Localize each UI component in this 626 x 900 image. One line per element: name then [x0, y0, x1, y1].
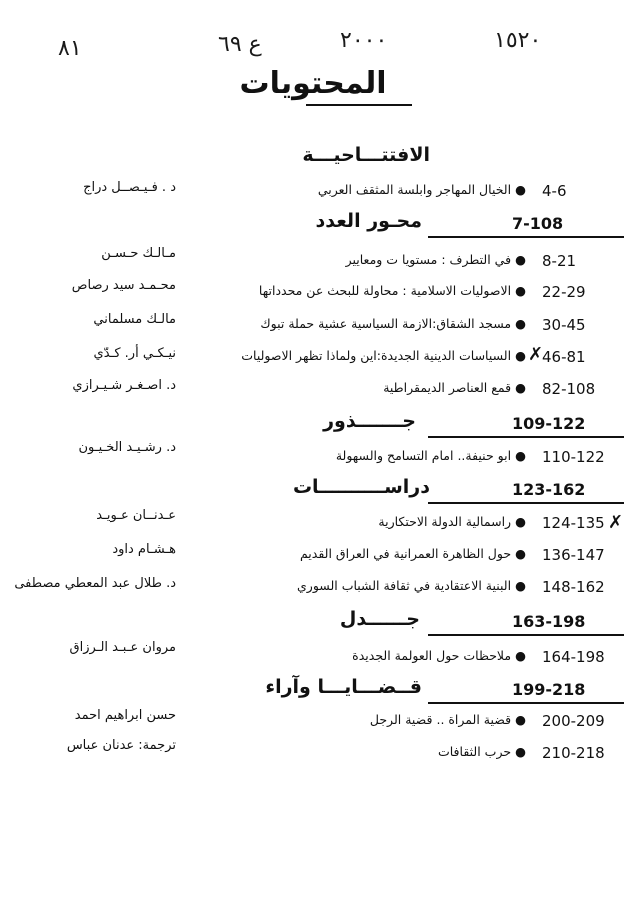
item-title: ملاحظات حول العولمة الجديدة	[352, 648, 512, 663]
toc-item	[241, 348, 526, 363]
section-rule	[428, 236, 624, 238]
check-mark-icon: ✗	[528, 344, 544, 365]
bullet-icon: ●	[515, 546, 526, 561]
item-author: حسن ابراهيم احمد	[74, 708, 176, 723]
bullet-icon: ●	[515, 252, 526, 267]
section-pages: 199-218	[512, 680, 586, 699]
item-pages: 46-81	[542, 348, 586, 366]
toc-item	[370, 712, 526, 727]
item-pages: 148-162	[542, 578, 605, 596]
handwritten-issue: ع ٦٩	[218, 32, 262, 57]
item-author: هـشـام داود	[112, 542, 176, 557]
item-author: مـالـك حـسـن	[101, 246, 176, 261]
item-pages: 82-108	[542, 380, 596, 398]
item-title: الاصوليات الاسلامية : محاولة للبحث عن محدداتها	[258, 283, 512, 298]
title-underline	[306, 104, 412, 106]
item-title: راسمالية الدولة الاحتكارية	[378, 514, 512, 529]
item-pages: 210-218	[542, 744, 605, 762]
item-title: حرب الثقافات	[437, 744, 512, 759]
item-author: د . فـيـصــل دراج	[83, 180, 176, 195]
item-pages: 164-198	[542, 648, 605, 666]
section-pages: 163-198	[512, 612, 586, 631]
handwritten-code: ١٥٢٠	[494, 28, 542, 53]
section-title-opening: الافتتـــاحيـــة	[302, 144, 430, 166]
item-author: د. رشـيـد الخـيـون	[78, 440, 176, 455]
item-title: السياسات الدينية الجديدة:اين ولماذا تظهر الاصوليات	[241, 348, 512, 363]
item-pages: 124-135	[542, 514, 605, 532]
item-author: ترجمة: عدنان عباس	[66, 738, 176, 753]
item-title: حول الظاهرة العمرانية في العراق القديم	[299, 546, 512, 561]
toc-item	[297, 578, 526, 593]
item-pages: 4-6	[542, 182, 567, 200]
section-rule	[428, 634, 624, 636]
toc-item	[346, 252, 526, 267]
bullet-icon: ●	[515, 380, 526, 395]
bullet-icon: ●	[515, 182, 526, 197]
item-author: د. اصـغـر شـيـرازي	[72, 378, 176, 393]
bullet-icon: ●	[515, 712, 526, 727]
section-title-issues: قــضـــايـــا وآراء	[265, 676, 422, 698]
toc-item	[438, 744, 526, 759]
bullet-icon: ●	[515, 348, 526, 363]
item-title: ابو حنيفة.. امام التسامح والسهولة	[335, 448, 512, 463]
item-author: نيـكـي أر. كـدّي	[93, 346, 176, 361]
bullet-icon: ●	[515, 283, 526, 298]
bullet-icon: ●	[515, 648, 526, 663]
toc-item	[260, 316, 526, 331]
section-pages: 123-162	[512, 480, 586, 499]
item-title: قضية المراة .. قضية الرجل	[369, 712, 512, 727]
toc-item	[352, 648, 526, 663]
item-title: مسجد الشقاق:الازمة السياسية عشية حملة تبوك	[260, 316, 512, 331]
item-author: محـمـد سيد رصاص	[71, 278, 176, 293]
toc-item	[300, 546, 526, 561]
item-pages: 8-21	[542, 252, 577, 270]
item-title: في التطرف : مستويا ت ومعايير	[345, 252, 512, 267]
item-pages: 136-147	[542, 546, 605, 564]
item-pages: 30-45	[542, 316, 586, 334]
section-rule	[428, 502, 624, 504]
toc-item	[336, 448, 526, 463]
section-title-studies: دراســــــــــات	[292, 476, 430, 498]
bullet-icon: ●	[515, 514, 526, 529]
bullet-icon: ●	[515, 578, 526, 593]
bullet-icon: ●	[515, 744, 526, 759]
bullet-icon: ●	[515, 448, 526, 463]
item-author: مالـك مسلماني	[93, 312, 176, 327]
section-title-roots: جـــــــذور	[323, 410, 416, 432]
bullet-icon: ●	[515, 316, 526, 331]
item-author: د. طلال عبد المعطي مصطفى	[14, 576, 176, 591]
handwritten-number: ٨١	[58, 36, 82, 61]
toc-item	[318, 182, 526, 197]
section-pages: 7-108	[512, 214, 564, 233]
section-title-debate: جــــــدل	[339, 608, 420, 630]
item-author: مروان عـبـد الـرزاق	[69, 640, 176, 655]
section-rule	[428, 436, 624, 438]
item-pages: 200-209	[542, 712, 605, 730]
item-pages: 22-29	[542, 283, 586, 301]
item-title: البنية الاعتقادية في ثقافة الشباب السوري	[297, 578, 512, 593]
item-author: عـدنــان عـويـد	[96, 508, 176, 523]
page-title: المحتويات	[239, 66, 387, 101]
section-title-focus: محـور العدد	[315, 210, 422, 232]
section-rule	[428, 702, 624, 704]
toc-item	[378, 514, 526, 529]
handwritten-year: ٢٠٠٠	[340, 28, 388, 53]
item-title: قمع العناصر الديمقراطية	[383, 380, 512, 395]
section-pages: 109-122	[512, 414, 586, 433]
toc-item	[259, 283, 526, 298]
item-pages: 110-122	[542, 448, 605, 466]
toc-item	[383, 380, 526, 395]
check-mark-icon: ✗	[608, 512, 624, 533]
item-title: الخيال المهاجر وابلسة المثقف العربي	[317, 182, 512, 197]
